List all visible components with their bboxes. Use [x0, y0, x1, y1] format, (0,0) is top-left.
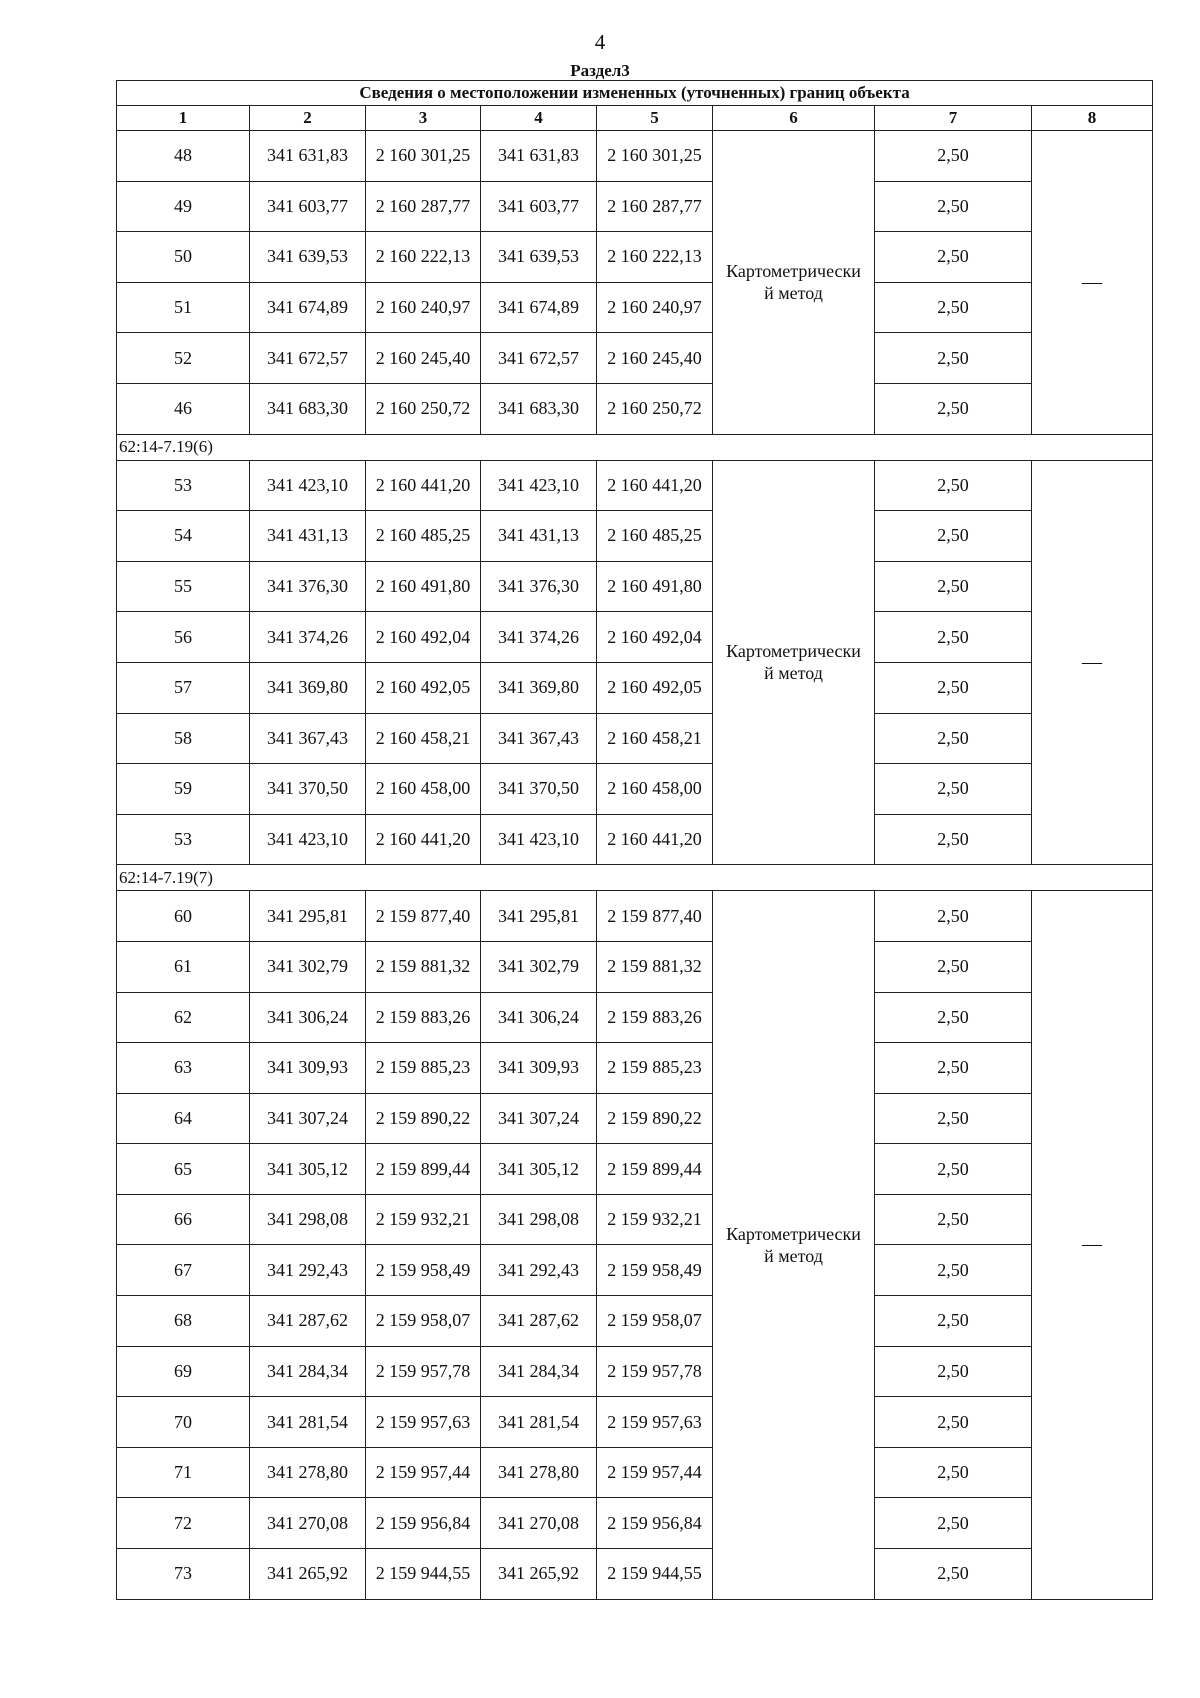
x-coordinate-new: 341 423,10 — [481, 460, 597, 511]
precision-value: 2,50 — [875, 1447, 1032, 1498]
y-coordinate-new: 2 160 222,13 — [597, 232, 713, 283]
table-row — [117, 1194, 1153, 1245]
point-number: 67 — [117, 1245, 250, 1296]
y-coordinate: 2 160 441,20 — [366, 460, 481, 511]
point-number: 49 — [117, 181, 250, 232]
group-header-row — [117, 434, 1153, 460]
y-coordinate: 2 160 491,80 — [366, 561, 481, 612]
column-number: 4 — [481, 106, 597, 131]
y-coordinate: 2 159 958,07 — [366, 1296, 481, 1347]
precision-value: 2,50 — [875, 1144, 1032, 1195]
table-row — [117, 941, 1153, 992]
point-number: 56 — [117, 612, 250, 663]
y-coordinate-new: 2 159 957,63 — [597, 1397, 713, 1448]
x-coordinate-new: 341 374,26 — [481, 612, 597, 663]
x-coordinate: 341 603,77 — [250, 181, 366, 232]
y-coordinate: 2 160 441,20 — [366, 814, 481, 865]
precision-value: 2,50 — [875, 561, 1032, 612]
y-coordinate: 2 160 240,97 — [366, 282, 481, 333]
point-number: 54 — [117, 511, 250, 562]
precision-value: 2,50 — [875, 181, 1032, 232]
x-coordinate: 341 374,26 — [250, 612, 366, 663]
y-coordinate-new: 2 160 250,72 — [597, 383, 713, 434]
x-coordinate-new: 341 309,93 — [481, 1043, 597, 1094]
method-cell — [713, 131, 875, 435]
precision-value: 2,50 — [875, 764, 1032, 815]
x-coordinate: 341 278,80 — [250, 1447, 366, 1498]
point-number: 60 — [117, 891, 250, 942]
y-coordinate: 2 159 885,23 — [366, 1043, 481, 1094]
y-coordinate-new: 2 159 881,32 — [597, 941, 713, 992]
y-coordinate-new: 2 159 883,26 — [597, 992, 713, 1043]
precision-value: 2,50 — [875, 1549, 1032, 1600]
section-title: Раздел3 — [570, 61, 630, 80]
point-number: 46 — [117, 383, 250, 434]
x-coordinate: 341 302,79 — [250, 941, 366, 992]
cadastral-number: 62:14-7.19(7) — [117, 865, 1153, 891]
precision-value: 2,50 — [875, 1093, 1032, 1144]
y-coordinate: 2 159 944,55 — [366, 1549, 481, 1600]
y-coordinate-new: 2 159 899,44 — [597, 1144, 713, 1195]
precision-value: 2,50 — [875, 662, 1032, 713]
y-coordinate: 2 160 492,05 — [366, 662, 481, 713]
y-coordinate-new: 2 159 885,23 — [597, 1043, 713, 1094]
point-number: 72 — [117, 1498, 250, 1549]
x-coordinate-new: 341 287,62 — [481, 1296, 597, 1347]
x-coordinate: 341 423,10 — [250, 460, 366, 511]
table-row — [117, 511, 1153, 562]
x-coordinate: 341 295,81 — [250, 891, 366, 942]
column-number: 7 — [875, 106, 1032, 131]
point-number: 57 — [117, 662, 250, 713]
table-row — [117, 814, 1153, 865]
y-coordinate-new: 2 160 301,25 — [597, 131, 713, 182]
table-row — [117, 992, 1153, 1043]
precision-value: 2,50 — [875, 333, 1032, 384]
point-number: 51 — [117, 282, 250, 333]
y-coordinate-new: 2 160 441,20 — [597, 814, 713, 865]
x-coordinate: 341 281,54 — [250, 1397, 366, 1448]
x-coordinate-new: 341 631,83 — [481, 131, 597, 182]
y-coordinate-new: 2 159 877,40 — [597, 891, 713, 942]
table-row — [117, 181, 1153, 232]
precision-value: 2,50 — [875, 713, 1032, 764]
table-row — [117, 662, 1153, 713]
table-row — [117, 612, 1153, 663]
cadastral-number: 62:14-7.19(6) — [117, 434, 1153, 460]
table-row — [117, 1549, 1153, 1600]
x-coordinate-new: 341 603,77 — [481, 181, 597, 232]
x-coordinate-new: 341 423,10 — [481, 814, 597, 865]
x-coordinate: 341 284,34 — [250, 1346, 366, 1397]
y-coordinate-new: 2 160 441,20 — [597, 460, 713, 511]
y-coordinate: 2 160 301,25 — [366, 131, 481, 182]
y-coordinate: 2 160 245,40 — [366, 333, 481, 384]
precision-value: 2,50 — [875, 511, 1032, 562]
x-coordinate-new: 341 292,43 — [481, 1245, 597, 1296]
x-coordinate: 341 367,43 — [250, 713, 366, 764]
precision-value: 2,50 — [875, 941, 1032, 992]
column-number: 2 — [250, 106, 366, 131]
point-number: 50 — [117, 232, 250, 283]
point-number: 48 — [117, 131, 250, 182]
y-coordinate: 2 160 485,25 — [366, 511, 481, 562]
y-coordinate-new: 2 159 958,07 — [597, 1296, 713, 1347]
point-number: 66 — [117, 1194, 250, 1245]
y-coordinate-new: 2 160 458,00 — [597, 764, 713, 815]
y-coordinate: 2 159 932,21 — [366, 1194, 481, 1245]
table-row — [117, 1498, 1153, 1549]
table-row — [117, 764, 1153, 815]
x-coordinate: 341 683,30 — [250, 383, 366, 434]
precision-value: 2,50 — [875, 383, 1032, 434]
column-number: 8 — [1032, 106, 1153, 131]
point-number: 59 — [117, 764, 250, 815]
precision-value: 2,50 — [875, 1296, 1032, 1347]
x-coordinate-new: 341 306,24 — [481, 992, 597, 1043]
x-coordinate: 341 639,53 — [250, 232, 366, 283]
x-coordinate-new: 341 639,53 — [481, 232, 597, 283]
table-row — [117, 561, 1153, 612]
y-coordinate: 2 160 250,72 — [366, 383, 481, 434]
point-number: 53 — [117, 460, 250, 511]
y-coordinate-new: 2 159 932,21 — [597, 1194, 713, 1245]
precision-value: 2,50 — [875, 1043, 1032, 1094]
table-row — [117, 713, 1153, 764]
point-number: 64 — [117, 1093, 250, 1144]
column-number: 5 — [597, 106, 713, 131]
method-text: Картометрически — [726, 1223, 861, 1244]
y-coordinate: 2 159 877,40 — [366, 891, 481, 942]
table-row — [117, 1043, 1153, 1094]
point-number: 52 — [117, 333, 250, 384]
x-coordinate: 341 307,24 — [250, 1093, 366, 1144]
table-row — [117, 1397, 1153, 1448]
method-text: й метод — [764, 663, 823, 684]
page-number: 4 — [594, 30, 606, 54]
table-row — [117, 1296, 1153, 1347]
table-caption: Сведения о местоположении измененных (уточненных) границ объекта — [117, 81, 1153, 106]
y-coordinate-new: 2 160 485,25 — [597, 511, 713, 562]
y-coordinate: 2 159 957,44 — [366, 1447, 481, 1498]
method-text: й метод — [764, 283, 823, 304]
precision-value: 2,50 — [875, 891, 1032, 942]
y-coordinate: 2 159 956,84 — [366, 1498, 481, 1549]
y-coordinate: 2 160 458,00 — [366, 764, 481, 815]
y-coordinate-new: 2 159 957,44 — [597, 1447, 713, 1498]
group-header-row — [117, 865, 1153, 891]
x-coordinate: 341 370,50 — [250, 764, 366, 815]
precision-value: 2,50 — [875, 1346, 1032, 1397]
x-coordinate: 341 431,13 — [250, 511, 366, 562]
precision-value: 2,50 — [875, 1194, 1032, 1245]
point-number: 69 — [117, 1346, 250, 1397]
y-coordinate-new: 2 160 492,04 — [597, 612, 713, 663]
y-coordinate-new: 2 159 944,55 — [597, 1549, 713, 1600]
precision-value: 2,50 — [875, 131, 1032, 182]
table-row — [117, 333, 1153, 384]
method-text: Картометрически — [726, 261, 861, 282]
y-coordinate-new: 2 160 245,40 — [597, 333, 713, 384]
x-coordinate-new: 341 307,24 — [481, 1093, 597, 1144]
boundary-coordinates-table — [116, 80, 1153, 1600]
x-coordinate-new: 341 369,80 — [481, 662, 597, 713]
x-coordinate: 341 287,62 — [250, 1296, 366, 1347]
y-coordinate-new: 2 160 458,21 — [597, 713, 713, 764]
precision-value: 2,50 — [875, 1498, 1032, 1549]
table-row — [117, 1447, 1153, 1498]
x-coordinate: 341 369,80 — [250, 662, 366, 713]
y-coordinate-new: 2 159 890,22 — [597, 1093, 713, 1144]
x-coordinate-new: 341 270,08 — [481, 1498, 597, 1549]
precision-value: 2,50 — [875, 814, 1032, 865]
table-row — [117, 131, 1153, 182]
y-coordinate-new: 2 160 492,05 — [597, 662, 713, 713]
point-number: 62 — [117, 992, 250, 1043]
precision-value: 2,50 — [875, 460, 1032, 511]
table-row — [117, 1093, 1153, 1144]
precision-value: 2,50 — [875, 612, 1032, 663]
y-coordinate-new: 2 159 956,84 — [597, 1498, 713, 1549]
table-row — [117, 891, 1153, 942]
y-coordinate: 2 160 287,77 — [366, 181, 481, 232]
x-coordinate: 341 292,43 — [250, 1245, 366, 1296]
y-coordinate: 2 159 957,63 — [366, 1397, 481, 1448]
x-coordinate-new: 341 298,08 — [481, 1194, 597, 1245]
method-text: Картометрически — [726, 641, 861, 662]
table-row — [117, 232, 1153, 283]
col8-cell: — — [1032, 131, 1153, 435]
table-row — [117, 460, 1153, 511]
x-coordinate: 341 270,08 — [250, 1498, 366, 1549]
x-coordinate: 341 309,93 — [250, 1043, 366, 1094]
x-coordinate-new: 341 672,57 — [481, 333, 597, 384]
y-coordinate: 2 159 890,22 — [366, 1093, 481, 1144]
y-coordinate-new: 2 160 491,80 — [597, 561, 713, 612]
y-coordinate-new: 2 160 240,97 — [597, 282, 713, 333]
point-number: 73 — [117, 1549, 250, 1600]
precision-value: 2,50 — [875, 1397, 1032, 1448]
table-row — [117, 282, 1153, 333]
x-coordinate-new: 341 370,50 — [481, 764, 597, 815]
table-row — [117, 1346, 1153, 1397]
y-coordinate: 2 159 881,32 — [366, 941, 481, 992]
method-text: й метод — [764, 1245, 823, 1266]
x-coordinate-new: 341 278,80 — [481, 1447, 597, 1498]
x-coordinate: 341 306,24 — [250, 992, 366, 1043]
point-number: 53 — [117, 814, 250, 865]
column-number: 1 — [117, 106, 250, 131]
point-number: 58 — [117, 713, 250, 764]
point-number: 70 — [117, 1397, 250, 1448]
y-coordinate-new: 2 159 957,78 — [597, 1346, 713, 1397]
x-coordinate: 341 265,92 — [250, 1549, 366, 1600]
column-number-row — [117, 106, 1153, 131]
method-cell — [713, 891, 875, 1599]
table-row — [117, 1144, 1153, 1195]
point-number: 63 — [117, 1043, 250, 1094]
x-coordinate-new: 341 281,54 — [481, 1397, 597, 1448]
y-coordinate: 2 160 222,13 — [366, 232, 481, 283]
precision-value: 2,50 — [875, 282, 1032, 333]
y-coordinate: 2 159 958,49 — [366, 1245, 481, 1296]
x-coordinate: 341 305,12 — [250, 1144, 366, 1195]
col8-cell: — — [1032, 460, 1153, 865]
point-number: 55 — [117, 561, 250, 612]
x-coordinate: 341 674,89 — [250, 282, 366, 333]
x-coordinate: 341 298,08 — [250, 1194, 366, 1245]
x-coordinate-new: 341 265,92 — [481, 1549, 597, 1600]
point-number: 71 — [117, 1447, 250, 1498]
x-coordinate-new: 341 305,12 — [481, 1144, 597, 1195]
y-coordinate: 2 160 458,21 — [366, 713, 481, 764]
x-coordinate-new: 341 367,43 — [481, 713, 597, 764]
y-coordinate-new: 2 160 287,77 — [597, 181, 713, 232]
x-coordinate-new: 341 302,79 — [481, 941, 597, 992]
point-number: 61 — [117, 941, 250, 992]
x-coordinate-new: 341 376,30 — [481, 561, 597, 612]
y-coordinate: 2 160 492,04 — [366, 612, 481, 663]
x-coordinate-new: 341 683,30 — [481, 383, 597, 434]
y-coordinate: 2 159 957,78 — [366, 1346, 481, 1397]
x-coordinate-new: 341 284,34 — [481, 1346, 597, 1397]
x-coordinate-new: 341 674,89 — [481, 282, 597, 333]
x-coordinate: 341 376,30 — [250, 561, 366, 612]
point-number: 65 — [117, 1144, 250, 1195]
col8-cell: — — [1032, 891, 1153, 1599]
x-coordinate: 341 423,10 — [250, 814, 366, 865]
column-number: 6 — [713, 106, 875, 131]
x-coordinate: 341 672,57 — [250, 333, 366, 384]
x-coordinate: 341 631,83 — [250, 131, 366, 182]
precision-value: 2,50 — [875, 1245, 1032, 1296]
x-coordinate-new: 341 295,81 — [481, 891, 597, 942]
method-cell — [713, 460, 875, 865]
y-coordinate: 2 159 899,44 — [366, 1144, 481, 1195]
precision-value: 2,50 — [875, 232, 1032, 283]
table-row — [117, 1245, 1153, 1296]
precision-value: 2,50 — [875, 992, 1032, 1043]
y-coordinate-new: 2 159 958,49 — [597, 1245, 713, 1296]
table-row — [117, 383, 1153, 434]
column-number: 3 — [366, 106, 481, 131]
y-coordinate: 2 159 883,26 — [366, 992, 481, 1043]
point-number: 68 — [117, 1296, 250, 1347]
x-coordinate-new: 341 431,13 — [481, 511, 597, 562]
